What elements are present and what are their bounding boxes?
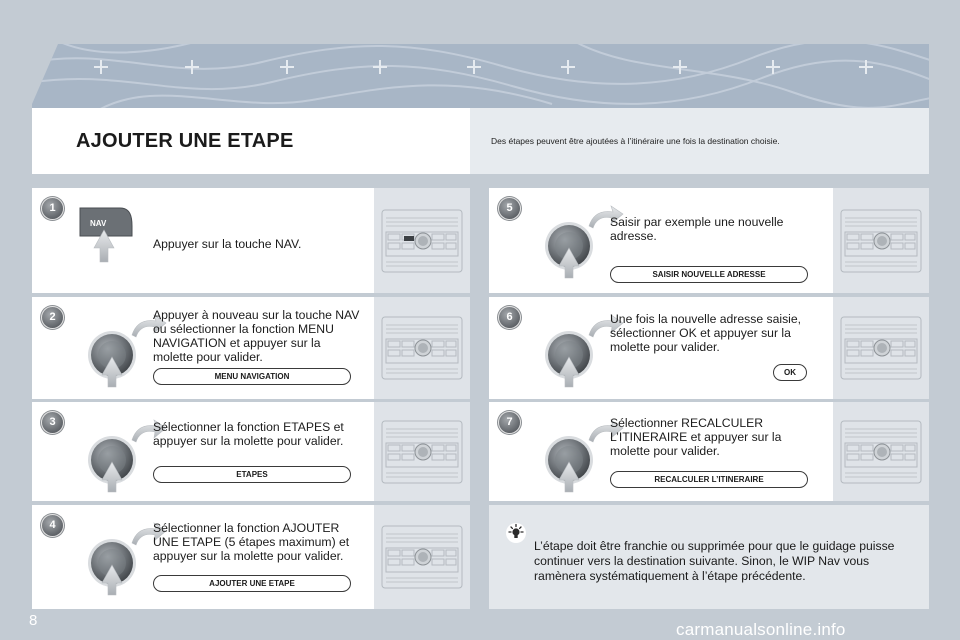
- step-1-panel: [32, 188, 470, 293]
- step-number-badge: 1: [42, 198, 63, 219]
- nav-key-icon: [76, 202, 156, 282]
- menu-navigation-button[interactable]: MENU NAVIGATION: [153, 368, 351, 385]
- radio-panel-thumbnail: [833, 402, 929, 501]
- saisir-nouvelle-adresse-button[interactable]: SAISIR NOUVELLE ADRESSE: [610, 266, 808, 283]
- radio-panel-thumbnail: [374, 188, 470, 293]
- contour-map-decoration: [32, 44, 929, 108]
- step-5-panel: [489, 188, 929, 293]
- step-7-panel: [489, 402, 929, 501]
- page-title: AJOUTER UNE ETAPE: [76, 130, 294, 152]
- recalculer-itineraire-button[interactable]: RECALCULER L’ITINERAIRE: [610, 471, 808, 488]
- step-5-text: Saisir par exemple une nouvelle adresse.: [610, 215, 784, 243]
- radio-panel-thumbnail: [833, 188, 929, 293]
- radio-panel-icon: [839, 419, 923, 485]
- ok-button[interactable]: OK: [773, 364, 807, 381]
- lightbulb-icon: [505, 522, 527, 544]
- watermark: carmanualsonline.info: [676, 620, 846, 639]
- step-number-badge: 2: [42, 307, 63, 328]
- tip-panel: [489, 505, 929, 609]
- step-4-panel: [32, 505, 470, 609]
- header-banner: [32, 44, 929, 108]
- step-2-panel: [32, 297, 470, 399]
- radio-panel-icon: [839, 315, 923, 381]
- title-bar: [32, 108, 470, 174]
- step-4-text: Sélectionner la fonction AJOUTER UNE ETAPE (5 étapes maximum) et appuyer sur la molette pour valider.: [153, 521, 350, 563]
- step-number-badge: 6: [499, 307, 520, 328]
- step-7-text: Sélectionner RECALCULER L’ITINERAIRE et appuyer sur la molette pour valider.: [610, 416, 782, 458]
- radio-panel-icon: [839, 208, 923, 274]
- radio-panel-icon: [380, 315, 464, 381]
- ajouter-une-etape-button[interactable]: AJOUTER UNE ETAPE: [153, 575, 351, 592]
- step-3-panel: [32, 402, 470, 501]
- radio-panel-thumbnail: [374, 505, 470, 609]
- page-number: 8: [29, 612, 38, 629]
- step-2-text: Appuyer à nouveau sur la touche NAV ou sélectionner la fonction MENU NAVIGATION et appuyer sur la molette pour valider.: [153, 308, 360, 364]
- radio-panel-thumbnail: [833, 297, 929, 399]
- nav-key-label: NAV: [90, 219, 107, 228]
- step-number-badge: 4: [42, 515, 63, 536]
- radio-panel-icon: [380, 524, 464, 590]
- radio-panel-thumbnail: [374, 297, 470, 399]
- step-number-badge: 7: [499, 412, 520, 433]
- radio-panel-icon: [380, 419, 464, 485]
- step-number-badge: 3: [42, 412, 63, 433]
- radio-panel-thumbnail: [374, 402, 470, 501]
- step-6-panel: [489, 297, 929, 399]
- step-6-text: Une fois la nouvelle adresse saisie, sélectionner OK et appuyer sur la molette pour valider.: [610, 312, 802, 354]
- step-number-badge: 5: [499, 198, 520, 219]
- step-1-text: Appuyer sur la touche NAV.: [153, 237, 302, 251]
- etapes-button[interactable]: ETAPES: [153, 466, 351, 483]
- intro-bar: [470, 108, 929, 174]
- intro-text: Des étapes peuvent être ajoutées à l’itinéraire une fois la destination choisie.: [491, 136, 780, 146]
- radio-panel-icon: [380, 208, 464, 274]
- tip-text: L’étape doit être franchie ou supprimée pour que le guidage puisse continuer vers la destination suivante. Sinon, le WIP Nav vous ramènera systématiquement à l’étape précédente.: [534, 539, 895, 583]
- step-3-text: Sélectionner la fonction ETAPES et appuyer sur la molette pour valider.: [153, 420, 344, 448]
